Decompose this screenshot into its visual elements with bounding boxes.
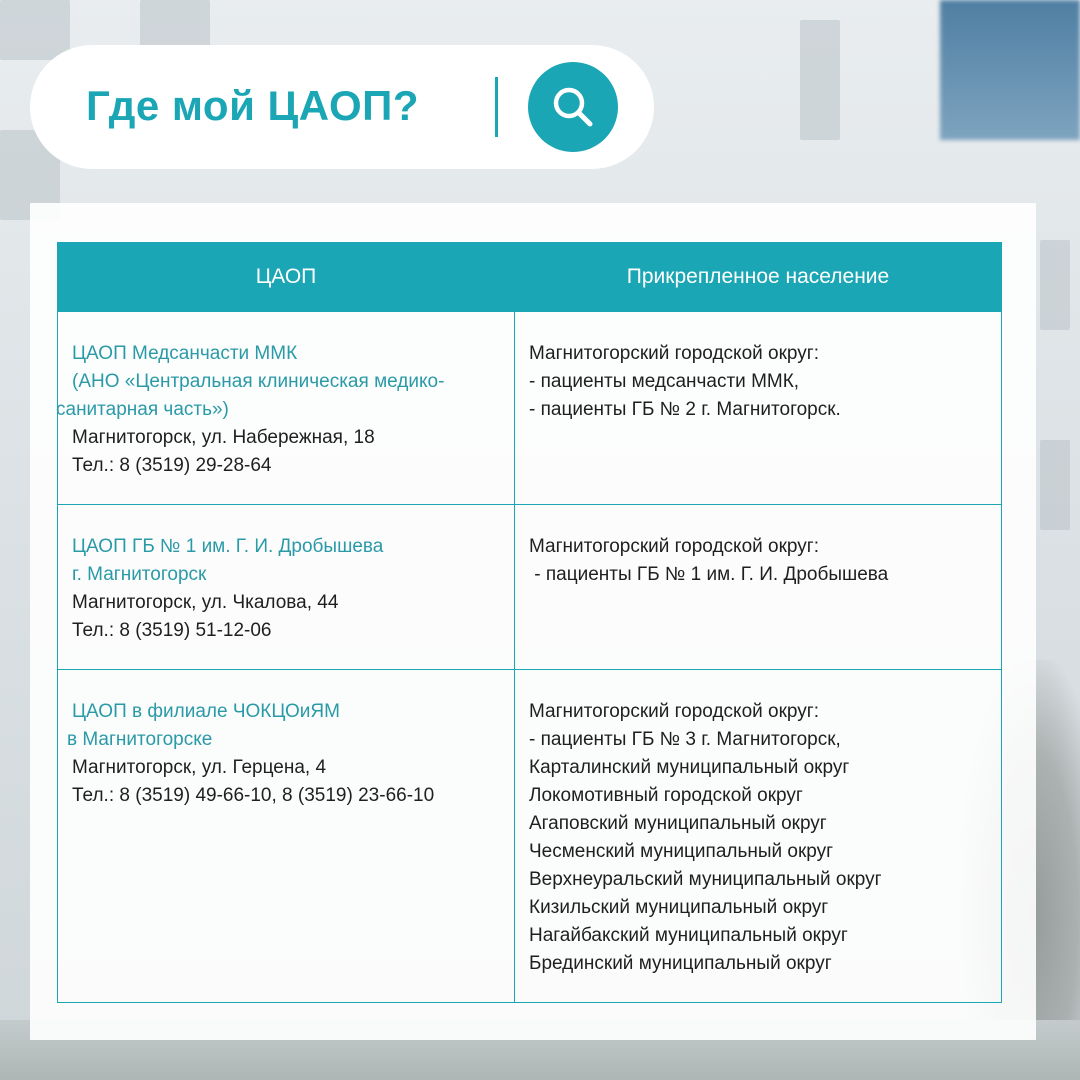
population-cell	[515, 312, 1002, 505]
caop-address: Магнитогорск, ул. Чкалова, 44	[72, 592, 339, 613]
search-bar	[30, 45, 654, 169]
search-icon	[549, 83, 597, 131]
population-line: Агаповский муниципальный округ	[529, 813, 827, 834]
window	[800, 20, 840, 140]
caop-cell	[58, 505, 515, 670]
window	[0, 0, 70, 60]
population-line: - пациенты ГБ № 3 г. Магнитогорск,	[529, 729, 841, 750]
column-header-population: Прикрепленное население	[515, 243, 1002, 312]
caop-name-line: санитарная часть»)	[56, 399, 229, 420]
caop-phone: Тел.: 8 (3519) 51-12-06	[72, 620, 272, 641]
caop-name-line: ЦАОП в филиале ЧОКЦОиЯМ	[72, 701, 340, 722]
window	[1040, 240, 1070, 330]
population-cell	[515, 505, 1002, 670]
population-line: - пациенты медсанчасти ММК,	[529, 371, 800, 392]
caop-phone: Тел.: 8 (3519) 29-28-64	[72, 455, 272, 476]
sky	[940, 0, 1080, 140]
caop-cell	[58, 670, 515, 1003]
population-line: Магнитогорский городской округ:	[529, 701, 819, 722]
window	[140, 0, 210, 50]
population-line: Чесменский муниципальный округ	[529, 841, 834, 862]
caop-name-line: г. Магнитогорск	[72, 564, 207, 585]
search-divider	[495, 77, 498, 137]
population-line: Карталинский муниципальный округ	[529, 757, 850, 778]
window	[1040, 440, 1070, 530]
caop-name-line: ЦАОП ГБ № 1 им. Г. И. Дробышева	[72, 536, 384, 557]
population-line: Нагайбакский муниципальный округ	[529, 925, 848, 946]
caop-table	[57, 242, 1002, 1003]
population-line: Верхнеуральский муниципальный округ	[529, 869, 882, 890]
population-line: Магнитогорский городской округ:	[529, 536, 819, 557]
caop-name-line: ЦАОП Медсанчасти ММК	[72, 343, 298, 364]
caop-address: Магнитогорск, ул. Герцена, 4	[72, 757, 327, 778]
page-title: Где мой ЦАОП?	[86, 82, 420, 129]
population-line: - пациенты ГБ № 2 г. Магнитогорск.	[529, 399, 841, 420]
caop-name-line: (АНО «Центральная клиническая медико-	[72, 371, 445, 392]
column-header-caop: ЦАОП	[58, 243, 515, 312]
population-line: Брединский муниципальный округ	[529, 953, 832, 974]
table-row	[58, 505, 1002, 670]
population-line: Магнитогорский городской округ:	[529, 343, 819, 364]
population-line: - пациенты ГБ № 1 им. Г. И. Дробышева	[529, 564, 889, 585]
table-row	[58, 312, 1002, 505]
population-line: Локомотивный городской округ	[529, 785, 803, 806]
search-button[interactable]	[528, 62, 618, 152]
info-card	[30, 203, 1036, 1040]
table-row	[58, 670, 1002, 1003]
population-line: Кизильский муниципальный округ	[529, 897, 829, 918]
table-header-row	[58, 243, 1002, 312]
caop-name-line: в Магнитогорске	[67, 729, 213, 750]
caop-phone: Тел.: 8 (3519) 49-66-10, 8 (3519) 23-66-10	[72, 785, 435, 806]
caop-cell	[58, 312, 515, 505]
caop-address: Магнитогорск, ул. Набережная, 18	[72, 427, 375, 448]
population-cell	[515, 670, 1002, 1003]
